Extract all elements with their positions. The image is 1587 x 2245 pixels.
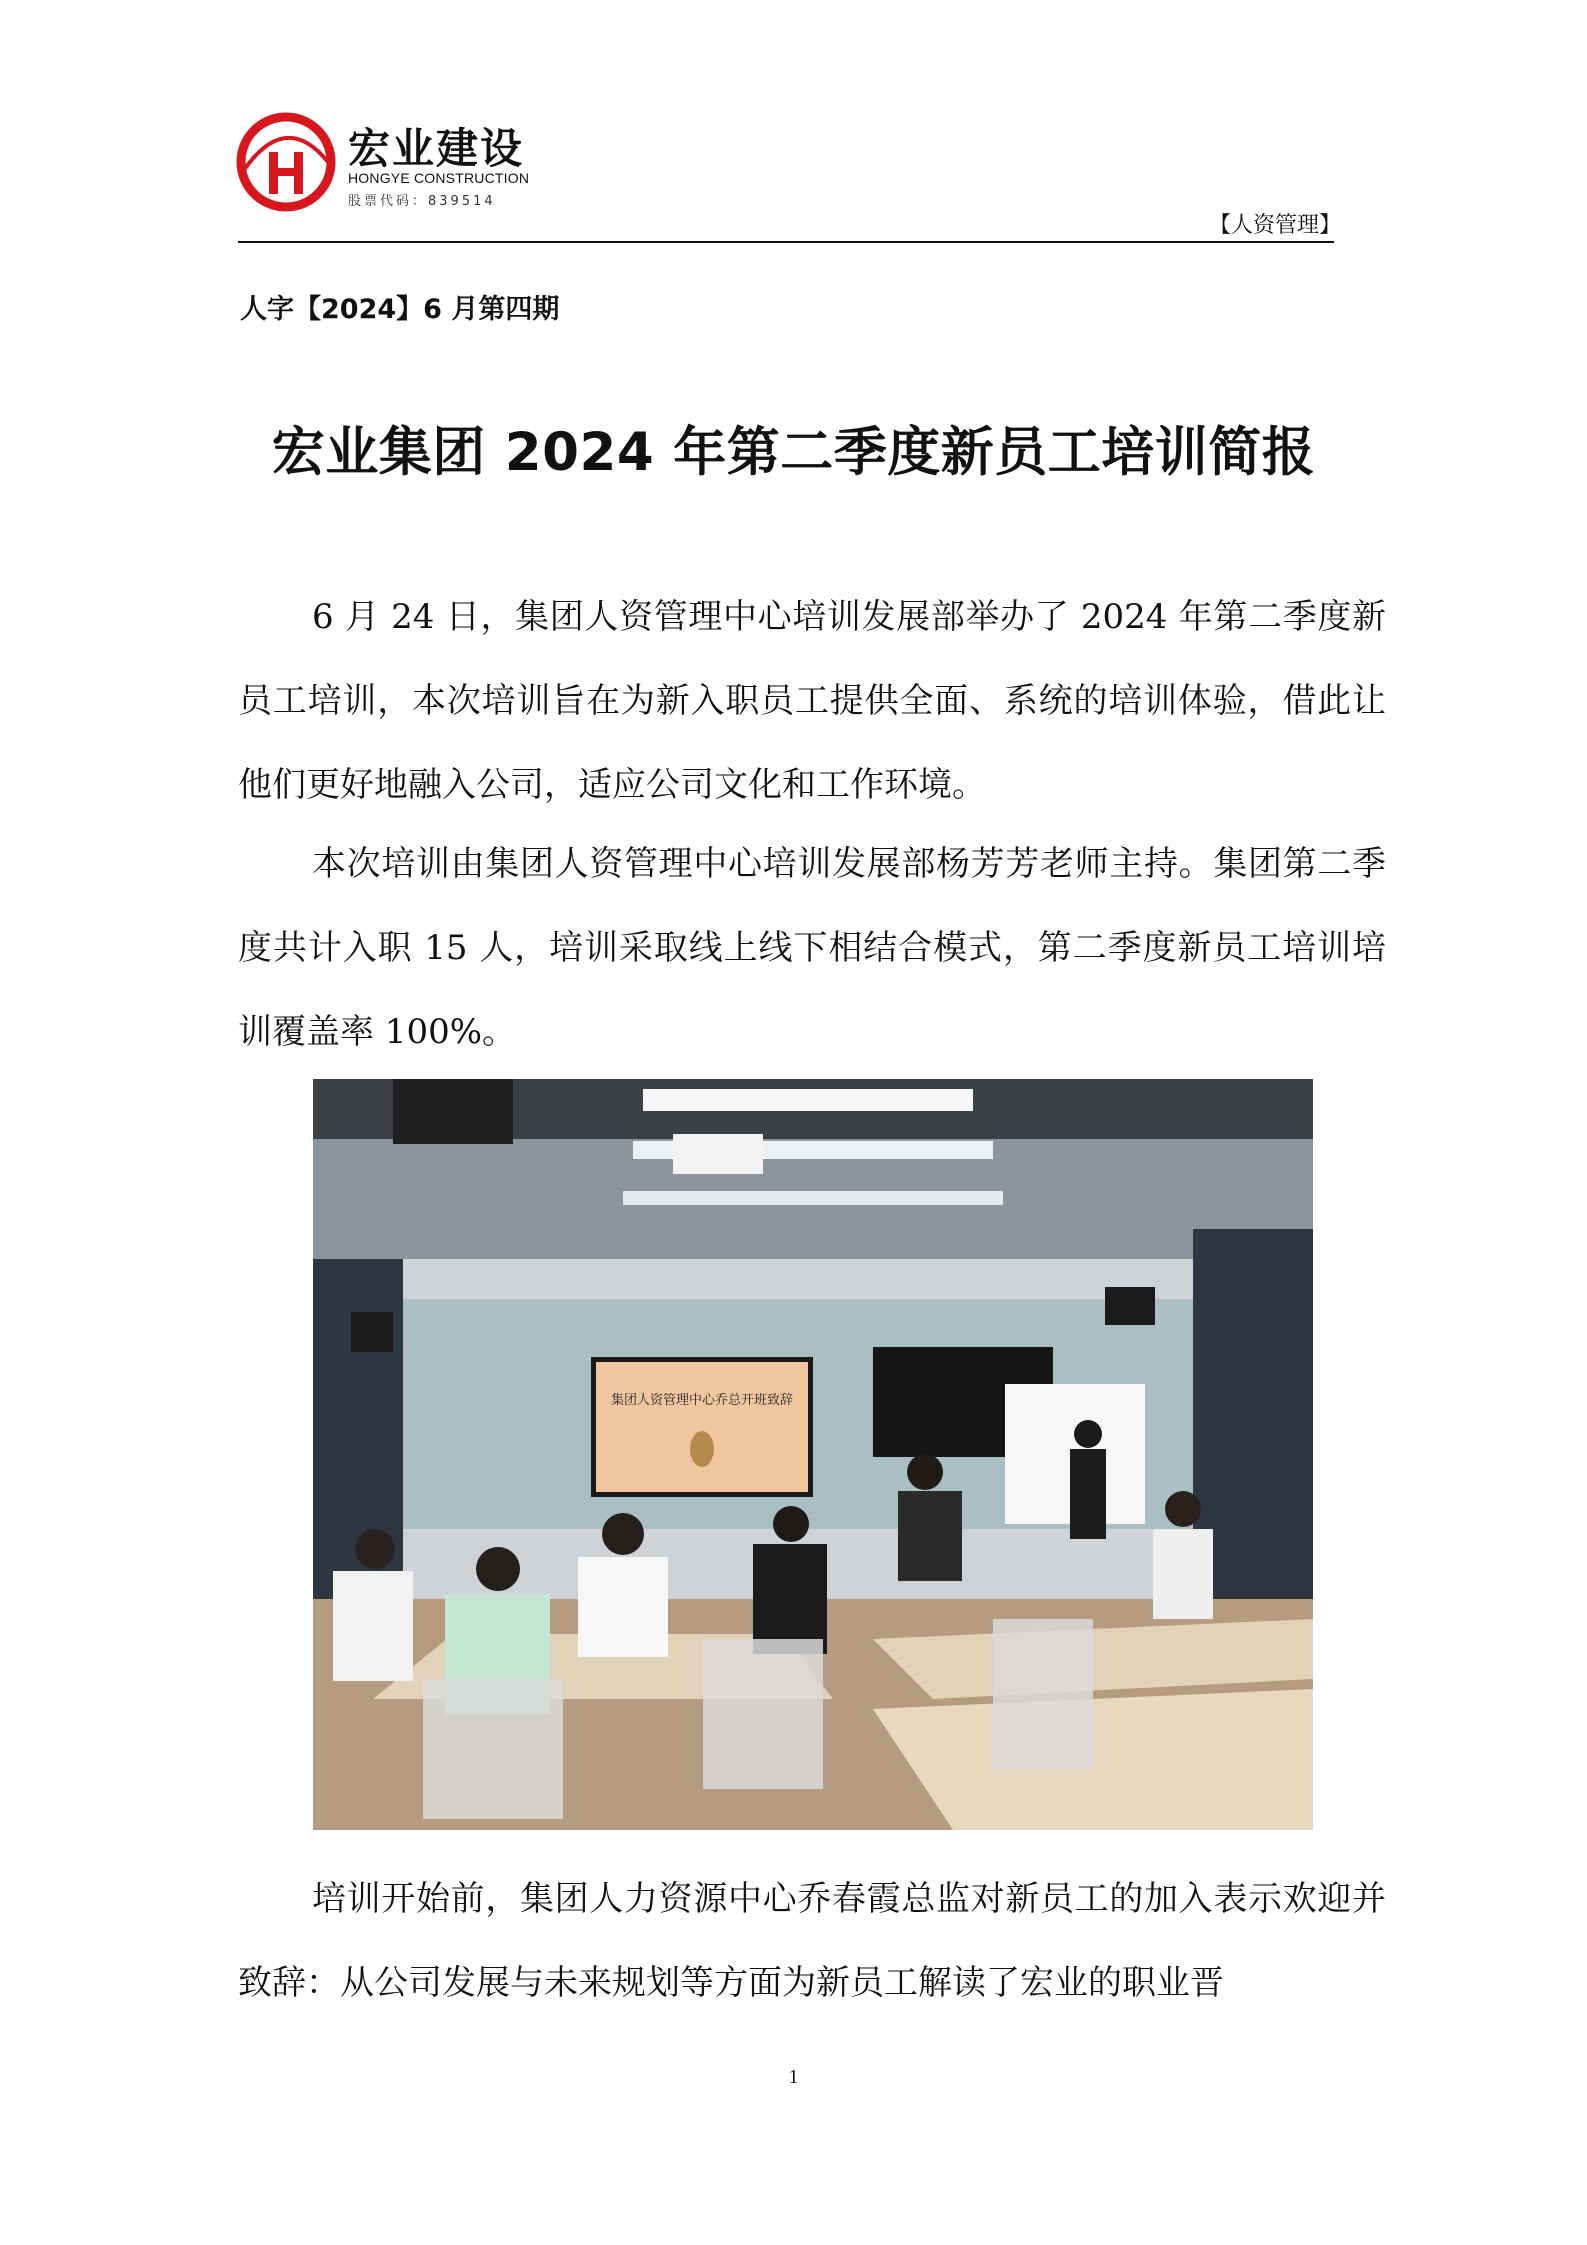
paragraph-3: 培训开始前，集团人力资源中心乔春霞总监对新员工的加入表示欢迎并致辞：从公司发展与未来规划等方面为新员工解读了宏业的职业晋: [238, 1879, 1386, 2003]
page-number: 1: [788, 2066, 799, 2088]
department-tag: 【人资管理】: [1208, 213, 1341, 238]
paragraph-1: 6 月 24 日，集团人资管理中心培训发展部举办了 2024 年第二季度新员工培训，本次培训旨在为新入职员工提供全面、系统的培训体验，借此让他们更好地融入公司，适应公司文化和工作环境。: [238, 597, 1386, 805]
document-title: 宏业集团 2024 年第二季度新员工培训简报: [271, 422, 1316, 483]
company-logo: [236, 108, 556, 218]
logo-name-en: HONGYE CONSTRUCTION: [348, 170, 530, 186]
issue-number: 人字【2024】6 月第四期: [240, 294, 560, 325]
header-divider: [238, 241, 1334, 243]
screen-caption: 集团人资管理中心乔总开班致辞: [610, 1393, 794, 1408]
paragraph-2: 本次培训由集团人资管理中心培训发展部杨芳芳老师主持。集团第二季度共计入职 15 人，培训采取线上线下相结合模式，第二季度新员工培训培训覆盖率 100%。: [238, 844, 1386, 1052]
logo-mark-icon: [236, 112, 336, 212]
logo-name-cn: 宏业建设: [348, 124, 525, 173]
stock-code: 股票代码：839514: [348, 194, 496, 209]
training-photo: [313, 1079, 1313, 1830]
